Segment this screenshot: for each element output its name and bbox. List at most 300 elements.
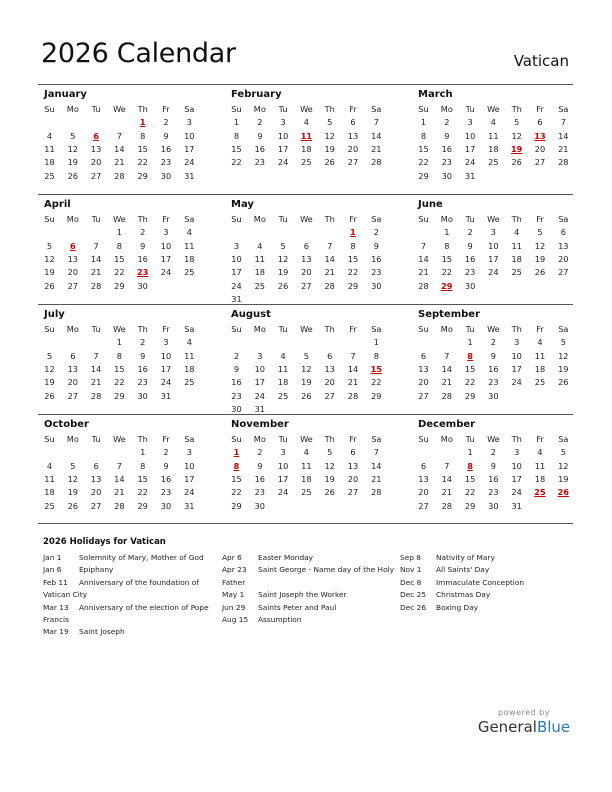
day: 25: [534, 377, 546, 388]
day: 11: [277, 363, 289, 374]
month-name: March: [418, 89, 453, 100]
holiday-date: Jan 6: [43, 565, 62, 575]
holiday-day: 11: [300, 130, 313, 141]
day: 8: [444, 240, 450, 251]
holiday-date: Apr 6: [222, 553, 242, 562]
holiday-name: Saint George - Name day of the Holy: [258, 565, 395, 575]
holiday-name: Saint Joseph: [79, 627, 125, 637]
day: 31: [231, 293, 242, 304]
day: 14: [418, 253, 429, 264]
month-name: December: [418, 419, 476, 430]
day: 1: [444, 227, 450, 238]
holiday-date: Sep 8: [400, 553, 421, 562]
day: 1: [467, 337, 473, 348]
day: 26: [44, 390, 55, 401]
day: 19: [301, 377, 312, 388]
day: 5: [514, 117, 520, 128]
day: 30: [137, 280, 148, 291]
day: 16: [441, 143, 452, 154]
day: 6: [350, 447, 356, 458]
weekday-header: Tu: [278, 324, 288, 334]
day: 10: [511, 460, 522, 471]
weekday-header: We: [487, 434, 500, 444]
day: 27: [324, 390, 335, 401]
day: 9: [140, 350, 146, 361]
day: 5: [46, 240, 53, 251]
holiday-item: [222, 552, 394, 564]
day: 27: [347, 157, 359, 168]
weekday-header: Th: [324, 324, 335, 334]
day: 20: [347, 143, 359, 154]
holiday-date: Jun 29: [222, 602, 246, 612]
day: 4: [514, 227, 520, 238]
day: 5: [70, 460, 76, 471]
day: 27: [418, 390, 429, 401]
holiday-name: Saint Joseph the Worker: [258, 590, 347, 600]
holiday-name: Assumption: [258, 615, 302, 625]
day: 2: [163, 117, 169, 128]
day: 3: [257, 350, 263, 361]
holiday-date: May 1: [222, 590, 245, 600]
weekday-header: We: [300, 324, 313, 334]
day: 28: [418, 280, 429, 291]
holiday-column: [222, 552, 394, 626]
day: 24: [511, 377, 522, 388]
brand-name: [474, 718, 574, 736]
day: 14: [114, 143, 125, 154]
holiday-item: [222, 602, 394, 614]
day: 21: [558, 143, 569, 154]
day: 2: [490, 337, 496, 348]
day: 6: [420, 350, 427, 361]
day: 17: [184, 473, 195, 484]
holiday-item: [400, 577, 524, 589]
day: 13: [347, 130, 359, 141]
day: 24: [160, 377, 172, 388]
day: 30: [371, 280, 382, 291]
day: 22: [114, 267, 125, 278]
day: 24: [277, 157, 289, 168]
month-july: [38, 308, 200, 401]
weekday-header: Th: [511, 104, 522, 114]
day: 7: [420, 240, 427, 251]
day: 18: [254, 267, 265, 278]
day: 23: [488, 487, 499, 498]
holiday-item: [43, 602, 209, 614]
holiday-item: [400, 552, 524, 564]
day: 10: [160, 240, 172, 251]
weekday-header: Mo: [253, 214, 266, 224]
day: 14: [558, 130, 569, 141]
weekday-header: Mo: [66, 434, 79, 444]
day: 8: [420, 130, 427, 141]
day: 1: [420, 117, 427, 128]
weekday-header: Su: [44, 104, 55, 114]
holiday-day: 6: [69, 240, 76, 251]
day: 17: [277, 143, 289, 154]
day: 28: [90, 390, 102, 401]
weekday-header: We: [300, 104, 313, 114]
weekday-header: Su: [418, 104, 429, 114]
day: 23: [231, 390, 242, 401]
day: 13: [301, 253, 312, 264]
day: 1: [467, 447, 473, 458]
day: 3: [490, 227, 496, 238]
weekday-header: We: [113, 324, 126, 334]
holiday-column: [400, 552, 524, 614]
day: 22: [137, 487, 148, 498]
day: 27: [347, 487, 359, 498]
day: 21: [90, 267, 102, 278]
holiday-item: [43, 564, 209, 576]
day: 8: [116, 350, 122, 361]
day: 8: [233, 130, 240, 141]
weekday-header: Fr: [349, 324, 357, 334]
day: 11: [44, 473, 55, 484]
day: 10: [160, 350, 172, 361]
day: 30: [137, 390, 148, 401]
day: 16: [254, 473, 265, 484]
day: 17: [184, 143, 195, 154]
day: 4: [490, 117, 496, 128]
weekday-header: Sa: [558, 324, 569, 334]
day: 26: [301, 390, 312, 401]
day: 26: [67, 170, 78, 181]
holiday-name: Immaculate Conception: [436, 577, 525, 587]
day: 29: [114, 390, 125, 401]
day: 15: [137, 473, 148, 484]
day: 8: [116, 240, 122, 251]
day: 22: [347, 267, 359, 278]
day: 23: [160, 157, 172, 168]
day: 24: [277, 487, 289, 498]
day: 23: [137, 377, 148, 388]
day: 8: [350, 240, 356, 251]
day: 3: [186, 117, 192, 128]
day: 5: [280, 240, 286, 251]
weekday-header: Mo: [440, 324, 453, 334]
day: 15: [231, 473, 242, 484]
day: 25: [488, 157, 499, 168]
holiday-day: 29: [441, 280, 453, 291]
day: 30: [231, 403, 242, 414]
weekday-header: Tu: [465, 324, 475, 334]
day: 6: [70, 350, 76, 361]
day: 24: [231, 280, 242, 291]
day: 10: [488, 240, 499, 251]
day: 23: [371, 267, 382, 278]
day: 30: [254, 500, 265, 511]
holiday-item: [222, 614, 394, 626]
holiday-day: 8: [233, 460, 240, 471]
day: 1: [373, 337, 379, 348]
day: 15: [114, 253, 125, 264]
month-name: October: [44, 419, 89, 430]
weekday-header: Su: [231, 434, 242, 444]
weekday-header: Mo: [253, 434, 266, 444]
day: 10: [231, 253, 242, 264]
day: 8: [140, 460, 146, 471]
day: 2: [257, 447, 263, 458]
day: 20: [90, 157, 102, 168]
month-may: [225, 198, 387, 304]
weekday-header: Mo: [440, 104, 453, 114]
day: 20: [558, 253, 569, 264]
day: 30: [160, 500, 172, 511]
month-name: June: [418, 199, 443, 210]
day: 3: [280, 117, 286, 128]
day: 13: [67, 253, 78, 264]
day: 31: [160, 390, 172, 401]
holiday-day: 19: [510, 143, 523, 154]
day: 24: [488, 267, 499, 278]
holiday-name-continued: Francis: [43, 615, 69, 625]
day: 16: [160, 473, 172, 484]
day: 9: [373, 240, 379, 251]
day: 21: [371, 143, 382, 154]
day: 15: [137, 143, 148, 154]
day: 16: [254, 143, 265, 154]
day: 21: [114, 157, 125, 168]
holiday-name-continued: Father: [222, 577, 246, 587]
day: 15: [464, 363, 476, 374]
day: 30: [464, 280, 476, 291]
day: 7: [373, 117, 379, 128]
month-name: November: [231, 419, 289, 430]
day: 24: [254, 390, 265, 401]
day: 14: [441, 363, 452, 374]
day: 6: [420, 460, 427, 471]
day: 14: [371, 130, 382, 141]
day: 4: [537, 447, 543, 458]
powered-by-label: powered by: [498, 708, 550, 717]
weekday-header: Su: [231, 324, 242, 334]
day: 18: [301, 143, 312, 154]
day: 10: [464, 130, 476, 141]
day: 22: [114, 377, 125, 388]
weekday-header: We: [113, 434, 126, 444]
day: 28: [558, 157, 569, 168]
weekday-header: Th: [511, 214, 522, 224]
day: 29: [137, 500, 148, 511]
day: 27: [558, 267, 569, 278]
month-june: [412, 198, 574, 291]
day: 28: [114, 500, 125, 511]
day: 25: [44, 170, 55, 181]
day: 23: [488, 377, 499, 388]
day: 3: [233, 240, 240, 251]
day: 17: [511, 363, 522, 374]
day: 21: [347, 377, 359, 388]
generalblue-logo[interactable]: [474, 708, 574, 736]
holiday-item: [43, 626, 209, 638]
holiday-day: 1: [139, 117, 146, 128]
day: 26: [324, 157, 335, 168]
day: 23: [464, 267, 476, 278]
day: 17: [511, 473, 522, 484]
weekday-header: We: [113, 214, 126, 224]
day: 29: [114, 280, 125, 291]
day: 6: [327, 350, 333, 361]
day: 23: [441, 157, 452, 168]
day: 10: [511, 350, 522, 361]
day: 6: [350, 117, 356, 128]
day: 12: [44, 253, 55, 264]
day: 26: [558, 377, 569, 388]
weekday-header: Fr: [162, 104, 170, 114]
day: 4: [280, 350, 286, 361]
day: 19: [558, 473, 569, 484]
holiday-day: 26: [557, 487, 569, 498]
day: 13: [67, 363, 78, 374]
day: 4: [537, 337, 543, 348]
day: 24: [160, 267, 172, 278]
month-name: May: [231, 199, 254, 210]
holiday-date: Dec 26: [400, 602, 427, 612]
day: 28: [441, 390, 452, 401]
day: 17: [160, 363, 172, 374]
day: 9: [467, 240, 473, 251]
day: 24: [184, 157, 195, 168]
month-name: August: [231, 309, 271, 320]
day: 9: [140, 240, 146, 251]
holiday-item: [43, 552, 209, 564]
weekday-header: Su: [44, 214, 55, 224]
weekday-header: Th: [324, 434, 335, 444]
holiday-day: 1: [350, 227, 356, 238]
weekday-header: Tu: [91, 214, 101, 224]
holiday-day: 6: [93, 130, 99, 141]
holiday-date: Mar 13: [43, 602, 69, 612]
day: 9: [163, 130, 169, 141]
day: 13: [347, 460, 359, 471]
holiday-date: Jan 1: [43, 553, 62, 562]
weekday-header: Fr: [162, 324, 170, 334]
weekday-header: Sa: [184, 324, 195, 334]
day: 5: [327, 447, 333, 458]
day: 11: [184, 350, 195, 361]
weekday-header: Mo: [253, 324, 266, 334]
weekday-header: Tu: [91, 104, 101, 114]
month-name: April: [44, 199, 71, 210]
month-name: September: [418, 309, 480, 320]
holiday-name: All Saints' Day: [436, 565, 490, 575]
day: 27: [90, 170, 102, 181]
weekday-header: Th: [511, 324, 522, 334]
holiday-day: 23: [136, 267, 149, 278]
holiday-name: Nativity of Mary: [436, 553, 495, 562]
weekday-header: Su: [418, 324, 429, 334]
weekday-header: Mo: [440, 214, 453, 224]
weekday-header: Su: [44, 324, 55, 334]
weekday-header: Tu: [91, 434, 101, 444]
weekday-header: Sa: [558, 214, 569, 224]
day: 12: [301, 363, 312, 374]
day: 2: [444, 117, 450, 128]
day: 19: [534, 253, 546, 264]
weekday-header: Tu: [91, 324, 101, 334]
day: 3: [163, 227, 169, 238]
day: 30: [160, 170, 172, 181]
weekday-header: We: [300, 434, 313, 444]
weekday-header: Sa: [371, 434, 382, 444]
day: 18: [184, 363, 195, 374]
day: 23: [254, 157, 265, 168]
day: 13: [90, 473, 102, 484]
day: 28: [90, 280, 102, 291]
day: 21: [441, 377, 452, 388]
holiday-column: [43, 552, 209, 639]
weekday-header: Su: [231, 214, 242, 224]
day: 19: [44, 267, 55, 278]
day: 1: [140, 447, 146, 458]
day: 27: [301, 280, 312, 291]
brand-name-part1: General: [477, 718, 537, 736]
day: 27: [90, 500, 102, 511]
day: 13: [324, 363, 335, 374]
holiday-day: 25: [534, 487, 546, 498]
day: 11: [488, 130, 499, 141]
weekday-header: We: [300, 214, 313, 224]
day: 29: [464, 390, 476, 401]
day: 25: [301, 487, 312, 498]
day: 8: [373, 350, 379, 361]
day: 19: [67, 487, 78, 498]
day: 12: [67, 473, 78, 484]
day: 19: [67, 157, 78, 168]
weekday-header: Sa: [371, 104, 382, 114]
day: 22: [371, 377, 382, 388]
day: 9: [490, 350, 496, 361]
day: 10: [277, 130, 289, 141]
day: 18: [184, 253, 195, 264]
day: 25: [44, 500, 55, 511]
day: 16: [488, 473, 499, 484]
day: 16: [137, 253, 148, 264]
day: 4: [46, 460, 53, 471]
day: 28: [324, 280, 335, 291]
day: 7: [93, 350, 99, 361]
holiday-date: Aug 15: [222, 615, 249, 625]
day: 26: [534, 267, 546, 278]
day: 20: [301, 267, 312, 278]
day: 2: [490, 447, 496, 458]
day: 9: [490, 460, 496, 471]
month-april: [38, 198, 200, 291]
day: 18: [301, 473, 312, 484]
day: 9: [257, 130, 263, 141]
weekday-header: Sa: [558, 434, 569, 444]
day: 19: [277, 267, 289, 278]
day: 15: [114, 363, 125, 374]
day: 3: [514, 447, 520, 458]
day: 16: [137, 363, 148, 374]
day: 1: [116, 337, 122, 348]
month-october: [38, 418, 200, 511]
day: 6: [93, 460, 99, 471]
weekday-header: Fr: [349, 434, 357, 444]
weekday-header: Mo: [253, 104, 266, 114]
month-january: [38, 88, 200, 181]
weekday-header: Tu: [278, 104, 288, 114]
weekday-header: Fr: [162, 214, 170, 224]
day: 20: [418, 487, 429, 498]
weekday-header: Sa: [184, 214, 195, 224]
day: 14: [114, 473, 125, 484]
day: 22: [231, 157, 242, 168]
day: 3: [514, 337, 520, 348]
day: 24: [464, 157, 476, 168]
